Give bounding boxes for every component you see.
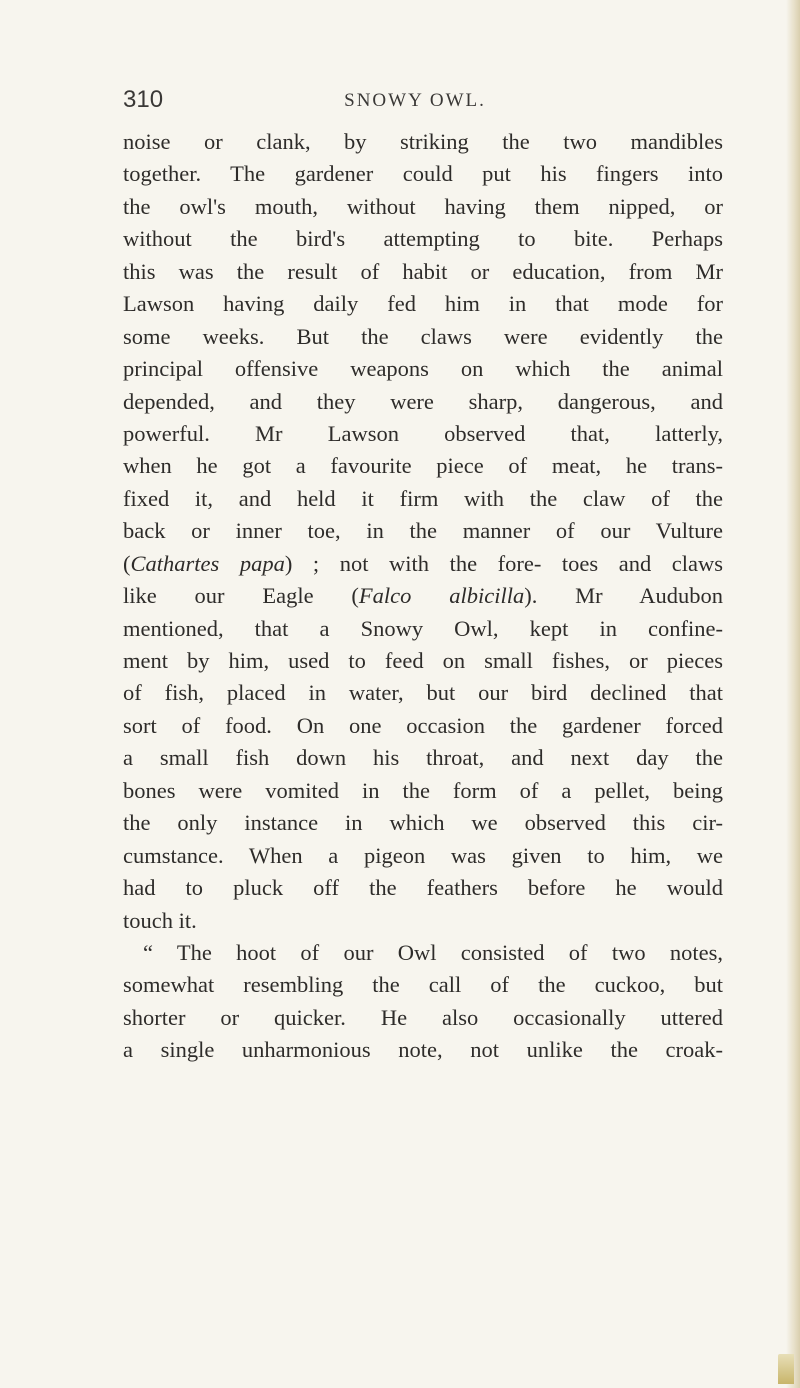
italic-text: Cathartes papa	[130, 550, 285, 576]
text-segment: without the bird's attempting to bite. Perhaps	[123, 226, 723, 252]
text-line	[123, 386, 723, 418]
text-segment: powerful. Mr Lawson observed that, latterly,	[123, 420, 723, 446]
text-segment: ment by him, used to feed on small fishes, or pieces	[123, 648, 723, 673]
text-line	[123, 223, 723, 255]
text-segment: depended, and they were sharp, dangerous, and	[123, 388, 723, 414]
text-segment: (	[123, 550, 131, 576]
text-segment: some weeks. But the claws were evidently the	[123, 323, 723, 349]
text-segment: Lawson having daily fed him in that mode for	[123, 291, 723, 317]
text-line	[123, 256, 723, 288]
text-line	[123, 191, 723, 223]
text-line	[123, 418, 723, 450]
text-line	[123, 905, 723, 937]
text-segment: this was the result of habit or education, from Mr	[123, 258, 723, 284]
text-line	[123, 1002, 723, 1034]
text-segment: ) ; not with the fore- toes and claws	[284, 550, 723, 576]
text-segment: back or inner toe, in the manner of our Vulture	[123, 518, 723, 544]
text-segment: like our Eagle (	[123, 583, 359, 609]
text-line	[123, 937, 723, 969]
running-title: SNOWY OWL.	[344, 90, 486, 111]
text-segment: a single unharmonious note, not unlike the croak-	[123, 1037, 723, 1063]
text-segment: sort of food. On one occasion the gardener forced	[123, 712, 723, 738]
text-segment: the only instance in which we observed this cir-	[123, 810, 723, 836]
text-line	[123, 126, 723, 158]
text-segment: fixed it, and held it firm with the claw of the	[123, 485, 723, 511]
text-line	[123, 807, 723, 839]
text-line	[123, 548, 723, 580]
text-line	[123, 483, 723, 515]
text-segment: noise or clank, by striking the two mandibles	[123, 129, 723, 154]
text-line	[123, 710, 723, 742]
text-line	[123, 775, 723, 807]
text-segment: a small fish down his throat, and next day the	[123, 745, 723, 771]
text-segment: shorter or quicker. He also occasionally uttered	[123, 1004, 723, 1030]
text-segment: of fish, placed in water, but our bird declined that	[123, 680, 723, 706]
text-line	[123, 1034, 723, 1066]
text-line	[123, 158, 723, 190]
text-segment: “ The hoot of our Owl consisted of two notes,	[143, 939, 723, 965]
text-segment: principal offensive weapons on which the animal	[123, 356, 723, 382]
text-segment: the owl's mouth, without having them nipped, or	[123, 193, 723, 219]
italic-text: Falco albicilla	[358, 583, 525, 609]
text-line	[123, 840, 723, 872]
text-segment: had to pluck off the feathers before he would	[123, 875, 723, 901]
text-line	[123, 288, 723, 320]
body-text	[123, 126, 723, 1067]
text-line	[123, 969, 723, 1001]
page-corner-tab	[778, 1354, 794, 1384]
text-segment: bones were vomited in the form of a pellet, being	[123, 777, 723, 803]
text-line	[123, 872, 723, 904]
text-segment: together. The gardener could put his fingers into	[123, 161, 723, 187]
text-line	[123, 613, 723, 645]
text-line	[123, 515, 723, 547]
text-line	[123, 353, 723, 385]
text-line	[123, 677, 723, 709]
text-segment: when he got a favourite piece of meat, he trans-	[123, 453, 723, 479]
text-line	[123, 645, 723, 677]
text-line	[123, 321, 723, 353]
text-segment: ). Mr Audubon	[524, 583, 724, 609]
text-segment: cumstance. When a pigeon was given to him, we	[123, 842, 723, 868]
page-edge-shadow	[786, 0, 800, 1388]
text-segment: mentioned, that a Snowy Owl, kept in confine-	[123, 615, 723, 641]
text-line	[123, 450, 723, 482]
text-segment: somewhat resembling the call of the cuckoo, but	[123, 972, 723, 998]
text-line	[123, 742, 723, 774]
text-segment: touch it.	[123, 907, 197, 933]
text-line	[123, 580, 723, 612]
page-number: 310	[123, 86, 164, 113]
